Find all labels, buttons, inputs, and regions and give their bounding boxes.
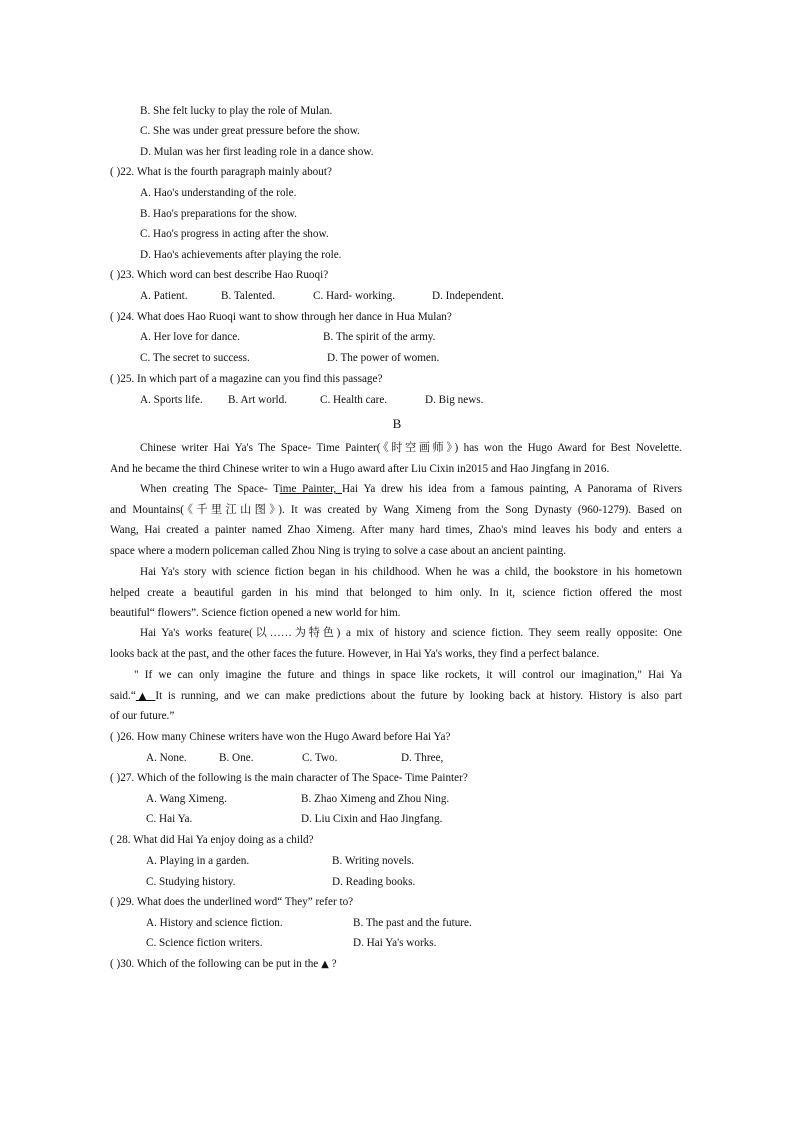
q26-stem: ( )26. How many Chinese writers have won the Hugo Award before Hai Ya? xyxy=(110,731,451,743)
q23-stem: ( )23. Which word can best describe Hao Ruoqi? xyxy=(110,269,329,281)
q26-option-a: A. None. xyxy=(146,752,187,764)
q23-option-c: C. Hard- working. xyxy=(313,290,396,302)
q21-option-b: B. She felt lucky to play the role of Mulan. xyxy=(140,105,333,117)
q24-stem: ( )24. What does Hao Ruoqi want to show through her dance in Hua Mulan? xyxy=(110,311,452,323)
q22-stem: ( )22. What is the fourth paragraph mainly about? xyxy=(110,166,332,178)
q28-option-a: A. Playing in a garden. xyxy=(146,855,250,867)
q23-option-b: B. Talented. xyxy=(221,290,276,302)
q21-option-d: D. Mulan was her first leading role in a dance show. xyxy=(140,146,374,158)
q22-option-a: A. Hao's understanding of the role. xyxy=(140,187,297,199)
q28-option-d: D. Reading books. xyxy=(332,876,416,888)
q26-option-b: B. One. xyxy=(219,752,254,764)
passage-p3-line1: Hai Ya's story with science fiction began in his childhood. When he was a child, the bookstore in his hometown xyxy=(140,566,682,578)
q29-option-d: D. Hai Ya's works. xyxy=(353,937,437,949)
passage-p1-line1: Chinese writer Hai Ya's The Space- Time Painter(《时空画师》) has won the Hugo Award for Best Novelette. xyxy=(140,442,682,454)
q24-option-d: D. The power of women. xyxy=(327,352,440,364)
q27-option-d: D. Liu Cixin and Hao Jingfang. xyxy=(301,813,443,825)
passage-p5-line3: of our future.” xyxy=(110,710,175,722)
q22-option-b: B. Hao's preparations for the show. xyxy=(140,208,297,220)
passage-p2-line4: space where a modern policeman called Zhou Ning is trying to solve a case about an ancient painting. xyxy=(110,545,567,557)
q27-stem: ( )27. Which of the following is the main character of The Space- Time Painter? xyxy=(110,772,468,784)
passage-p4-line1: Hai Ya's works feature(以……为特色) a mix of history and science fiction. They seem really opposite: One xyxy=(140,627,682,639)
q29-option-a: A. History and science fiction. xyxy=(146,917,283,929)
q28-stem: ( 28. What did Hai Ya enjoy doing as a child? xyxy=(110,834,314,846)
section-b-heading: B xyxy=(392,416,402,431)
q22-option-d: D. Hao's achievements after playing the role. xyxy=(140,249,342,261)
q26-option-d: D. Three, xyxy=(401,752,444,764)
passage-p2-line2: and Mountains(《千里江山图》). It was created by Wang Ximeng from the Song Dynasty (960-1279). Based on xyxy=(110,504,682,516)
q30-stem: ( )30. Which of the following can be put in the ▲ ? xyxy=(110,958,337,970)
q27-option-b: B. Zhao Ximeng and Zhou Ning. xyxy=(301,793,450,805)
q25-option-c: C. Health care. xyxy=(320,394,388,406)
passage-p3-line3: beautiful“ flowers”. Science fiction opened a new world for him. xyxy=(110,607,401,619)
q28-option-b: B. Writing novels. xyxy=(332,855,415,867)
passage-p5-line2: said.“▲ It is running, and we can make predictions about the future by looking back at history. History is also part xyxy=(110,690,682,702)
q29-option-b: B. The past and the future. xyxy=(353,917,472,929)
triangle-icon: ▲ xyxy=(321,959,329,970)
q26-option-c: C. Two. xyxy=(302,752,338,764)
q24-option-a: A. Her love for dance. xyxy=(140,331,241,343)
q23-option-a: A. Patient. xyxy=(140,290,188,302)
passage-p1-line2: And he became the third Chinese writer to win a Hugo award after Liu Cixin in2015 and Hao Jingfang in 2016. xyxy=(110,463,610,475)
passage-p4-line2: looks back at the past, and the other faces the future. However, in Hai Ya's works, they find a perfect balance. xyxy=(110,648,600,660)
q25-option-b: B. Art world. xyxy=(228,394,288,406)
q25-stem: ( )25. In which part of a magazine can you find this passage? xyxy=(110,373,383,385)
q25-option-d: D. Big news. xyxy=(425,394,484,406)
q27-option-c: C. Hai Ya. xyxy=(146,813,193,825)
passage-p5-line1: " If we can only imagine the future and things in space like rockets, it will control our imagination," Hai Ya xyxy=(134,669,682,681)
q24-option-b: B. The spirit of the army. xyxy=(323,331,436,343)
answer-blank-triangle: ▲ xyxy=(135,691,156,702)
passage-p3-line2: helped create a beautiful garden in his mind that belonged to him only. In it, science fiction offered the most xyxy=(110,587,682,599)
q27-option-a: A. Wang Ximeng. xyxy=(146,793,227,805)
passage-p2-line1: When creating The Space- Time Painter, Hai Ya drew his idea from a famous painting, A Panorama of Rivers xyxy=(140,483,682,495)
q28-option-c: C. Studying history. xyxy=(146,876,236,888)
q29-option-c: C. Science fiction writers. xyxy=(146,937,263,949)
q24-option-c: C. The secret to success. xyxy=(140,352,250,364)
passage-p2-line3: Wang, Hai created a painter named Zhao Ximeng. After many hard times, Zhao's mind leaves his body and enters a xyxy=(110,524,682,536)
q22-option-c: C. Hao's progress in acting after the show. xyxy=(140,228,329,240)
q21-option-c: C. She was under great pressure before the show. xyxy=(140,125,360,137)
underlined-title-fragment: ime Painter, xyxy=(279,483,342,495)
q25-option-a: A. Sports life. xyxy=(140,394,203,406)
q29-stem: ( )29. What does the underlined word“ They” refer to? xyxy=(110,896,354,908)
q23-option-d: D. Independent. xyxy=(432,290,504,302)
